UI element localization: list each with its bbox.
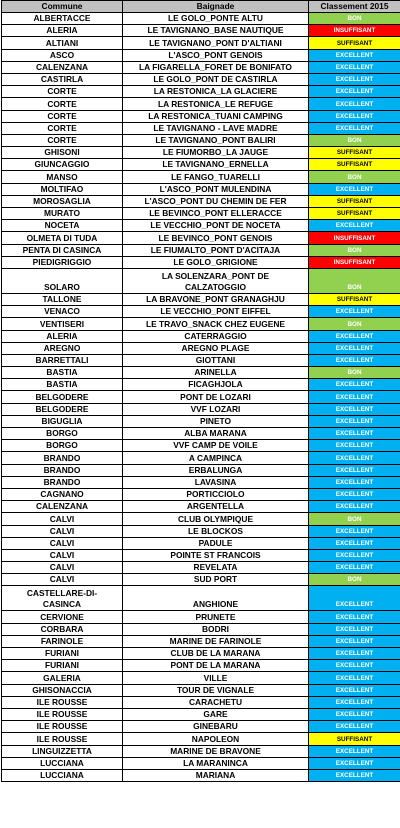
commune-cell: CORTE [2, 98, 123, 110]
commune-cell: NOCETA [2, 220, 123, 232]
table-row [2, 745, 400, 757]
table-row [2, 256, 400, 268]
commune-cell: CALVI [2, 513, 123, 525]
table-row [2, 574, 400, 586]
classement-badge: SUFFISANT [309, 147, 400, 159]
classement-badge: EXCELLENT [309, 379, 400, 391]
classement-badge: EXCELLENT [309, 684, 400, 696]
classement-badge: EXCELLENT [309, 98, 400, 110]
table-row [2, 220, 400, 232]
table-row [2, 769, 400, 781]
table-row [2, 391, 400, 403]
header-baignade: Baignade [123, 1, 309, 13]
commune-cell: ALERIA [2, 330, 123, 342]
commune-cell: CALVI [2, 525, 123, 537]
classement-badge: SUFFISANT [309, 37, 400, 49]
baignade-cell: ERBALUNGA [123, 464, 309, 476]
baignade-cell: LE TAVIGNANO_BASE NAUTIQUE [123, 25, 309, 37]
table-row [2, 672, 400, 684]
commune-cell: FURIANI [2, 648, 123, 660]
baignade-cell: VVF CAMP DE VOILE [123, 440, 309, 452]
baignade-cell: L'ASCO_PONT MULENDINA [123, 183, 309, 195]
baignade-cell: NAPOLEON [123, 733, 309, 745]
commune-cell: GALERIA [2, 672, 123, 684]
classement-badge: EXCELLENT [309, 549, 400, 561]
baignade-cell: LE VECCHIO_PONT EIFFEL [123, 306, 309, 318]
commune-cell: BIGUGLIA [2, 415, 123, 427]
table-row [2, 403, 400, 415]
classement-badge: EXCELLENT [309, 635, 400, 647]
commune-cell: ILE ROUSSE [2, 733, 123, 745]
table-row [2, 379, 400, 391]
commune-cell: GHISONACCIA [2, 684, 123, 696]
classement-badge: EXCELLENT [309, 745, 400, 757]
commune-cell: VENACO [2, 306, 123, 318]
commune-cell: BASTIA [2, 379, 123, 391]
table-row [2, 208, 400, 220]
table-row [2, 318, 400, 330]
baignade-cell: CLUB OLYMPIQUE [123, 513, 309, 525]
baignade-cell: LE TAVIGNANO - LAVE MADRE [123, 122, 309, 134]
baignade-cell: LE FIUMORBO_LA JAUGE [123, 147, 309, 159]
commune-cell: LINGUIZZETTA [2, 745, 123, 757]
baignade-cell: LE GOLO_PONTE ALTU [123, 13, 309, 25]
table-row [2, 757, 400, 769]
classement-badge: EXCELLENT [309, 464, 400, 476]
commune-cell: SOLARO [2, 268, 123, 293]
commune-cell: GHISONI [2, 147, 123, 159]
commune-cell: TALLONE [2, 293, 123, 305]
baignade-cell: LAVASINA [123, 476, 309, 488]
commune-cell: ASCO [2, 49, 123, 61]
table-row [2, 183, 400, 195]
baignade-cell: ALBA MARANA [123, 428, 309, 440]
commune-cell: ILE ROUSSE [2, 721, 123, 733]
table-row [2, 37, 400, 49]
baignade-cell: LE GOLO_GRIGIONE [123, 256, 309, 268]
table-row [2, 660, 400, 672]
table-row [2, 537, 400, 549]
baignade-cell: LE TRAVO_SNACK CHEZ EUGENE [123, 318, 309, 330]
classement-badge: SUFFISANT [309, 195, 400, 207]
baignade-cell: VVF LOZARI [123, 403, 309, 415]
baignade-cell: LE FIUMALTO_PONT D'ACITAJA [123, 244, 309, 256]
table-row [2, 549, 400, 561]
commune-cell: FARINOLE [2, 635, 123, 647]
commune-cell: BRANDO [2, 476, 123, 488]
header-row [2, 1, 400, 13]
classement-badge: BON [309, 318, 400, 330]
table-row [2, 73, 400, 85]
table-row [2, 721, 400, 733]
baignade-cell: FICAGHJOLA [123, 379, 309, 391]
classement-badge: EXCELLENT [309, 122, 400, 134]
classement-badge: EXCELLENT [309, 403, 400, 415]
classement-badge: EXCELLENT [309, 537, 400, 549]
commune-cell: CERVIONE [2, 611, 123, 623]
table-row [2, 452, 400, 464]
commune-cell: CALVI [2, 574, 123, 586]
commune-cell: LUCCIANA [2, 757, 123, 769]
table-row [2, 708, 400, 720]
baignade-cell: SUD PORT [123, 574, 309, 586]
classement-badge: EXCELLENT [309, 220, 400, 232]
classement-badge: EXCELLENT [309, 476, 400, 488]
table-row [2, 98, 400, 110]
classement-badge: BON [309, 574, 400, 586]
table-row [2, 268, 400, 293]
table-row [2, 501, 400, 513]
baignade-cell: BODRI [123, 623, 309, 635]
table-row [2, 476, 400, 488]
baignade-cell: LE TAVIGNANO_ERNELLA [123, 159, 309, 171]
baignade-cell: GARE [123, 708, 309, 720]
classement-badge: INSUFFISANT [309, 232, 400, 244]
table-row [2, 195, 400, 207]
baignade-cell: PONT DE LOZARI [123, 391, 309, 403]
baignade-cell: PINETO [123, 415, 309, 427]
header-commune: Commune [2, 1, 123, 13]
classement-badge: EXCELLENT [309, 306, 400, 318]
classement-badge: EXCELLENT [309, 330, 400, 342]
table-row [2, 342, 400, 354]
baignade-cell: ANGHIONE [123, 586, 309, 611]
baignade-cell: PORTICCIOLO [123, 488, 309, 500]
commune-cell: AREGNO [2, 342, 123, 354]
table-row [2, 525, 400, 537]
table-row [2, 623, 400, 635]
classement-badge: EXCELLENT [309, 183, 400, 195]
commune-cell-line: CASTELLARE-DI- [26, 588, 98, 599]
classement-badge: EXCELLENT [309, 354, 400, 366]
classement-badge: EXCELLENT [309, 49, 400, 61]
commune-cell: CALVI [2, 562, 123, 574]
classement-badge: INSUFFISANT [309, 256, 400, 268]
baignade-cell: POINTE ST FRANCOIS [123, 549, 309, 561]
commune-cell: CORTE [2, 122, 123, 134]
commune-cell: PENTA DI CASINCA [2, 244, 123, 256]
baignade-cell: LA BRAVONE_PONT GRANAGHJU [123, 293, 309, 305]
commune-cell: CALENZANA [2, 61, 123, 73]
table-row [2, 635, 400, 647]
classement-badge: EXCELLENT [309, 110, 400, 122]
classement-badge: BON [309, 244, 400, 256]
classement-badge: EXCELLENT [309, 525, 400, 537]
commune-cell: LUCCIANA [2, 769, 123, 781]
baignade-cell: LE GOLO_PONT DE CASTIRLA [123, 73, 309, 85]
commune-cell: BARRETTALI [2, 354, 123, 366]
commune-cell: BORGO [2, 440, 123, 452]
baignade-cell: L'ASCO_PONT DU CHEMIN DE FER [123, 195, 309, 207]
table-row [2, 428, 400, 440]
commune-cell: CORTE [2, 134, 123, 146]
classement-badge: EXCELLENT [309, 611, 400, 623]
commune-cell: ALBERTACCE [2, 13, 123, 25]
commune-cell: VENTISERI [2, 318, 123, 330]
table-row [2, 244, 400, 256]
table-row [2, 367, 400, 379]
table-row [2, 562, 400, 574]
baignade-cell: GINEBARU [123, 721, 309, 733]
classement-badge: EXCELLENT [309, 769, 400, 781]
classement-badge: EXCELLENT [309, 757, 400, 769]
classement-badge: EXCELLENT [309, 391, 400, 403]
commune-cell: CORBARA [2, 623, 123, 635]
baignade-cell: ARINELLA [123, 367, 309, 379]
classement-badge: EXCELLENT [309, 428, 400, 440]
commune-cell: BORGO [2, 428, 123, 440]
commune-cell: CALVI [2, 549, 123, 561]
commune-cell: CALENZANA [2, 501, 123, 513]
classement-badge: EXCELLENT [309, 86, 400, 98]
baignade-cell: LA RESTONICA_LE REFUGE [123, 98, 309, 110]
baignade-cell: CLUB DE LA MARANA [123, 648, 309, 660]
commune-cell: MANSO [2, 171, 123, 183]
table-row [2, 330, 400, 342]
commune-cell: FURIANI [2, 660, 123, 672]
classement-badge: EXCELLENT [309, 61, 400, 73]
table-row [2, 25, 400, 37]
classement-badge: EXCELLENT [309, 696, 400, 708]
baignade-cell: LE BEVINCO_PONT GENOIS [123, 232, 309, 244]
table-row [2, 415, 400, 427]
baignade-cell: REVELATA [123, 562, 309, 574]
table-row [2, 147, 400, 159]
baignade-cell: AREGNO PLAGE [123, 342, 309, 354]
baignade-cell: ARGENTELLA [123, 501, 309, 513]
baignade-cell: PADULE [123, 537, 309, 549]
classement-badge: EXCELLENT [309, 562, 400, 574]
classement-badge: EXCELLENT [309, 488, 400, 500]
table-row [2, 232, 400, 244]
baignade-cell: L'ASCO_PONT GENOIS [123, 49, 309, 61]
table-row [2, 513, 400, 525]
table-row [2, 733, 400, 745]
table-row [2, 684, 400, 696]
baignade-cell: PONT DE LA MARANA [123, 660, 309, 672]
baignade-cell-line: CALZATOGGIO [184, 281, 247, 292]
classement-badge: EXCELLENT [309, 73, 400, 85]
classement-badge: SUFFISANT [309, 208, 400, 220]
baignade-cell: LA RESTONICA_LA GLACIERE [123, 86, 309, 98]
header-classement: Classement 2015 [309, 1, 400, 13]
classement-badge: EXCELLENT [309, 660, 400, 672]
classement-badge: EXCELLENT [309, 708, 400, 720]
baignade-cell: LE FANGO_TUARELLI [123, 171, 309, 183]
table-row [2, 13, 400, 25]
baignade-cell: LA MARANINCA [123, 757, 309, 769]
baignade-cell: GIOTTANI [123, 354, 309, 366]
commune-cell: MURATO [2, 208, 123, 220]
baignade-cell: LA FIGARELLA_FORET DE BONIFATO [123, 61, 309, 73]
commune-cell: GIUNCAGGIO [2, 159, 123, 171]
commune-cell-line: CASINCA [42, 599, 82, 610]
table-row [2, 464, 400, 476]
commune-cell [2, 586, 123, 611]
table-row [2, 696, 400, 708]
commune-cell: PIEDIGRIGGIO [2, 256, 123, 268]
table-row [2, 122, 400, 134]
baignade-cell: MARIANA [123, 769, 309, 781]
baignade-cell [123, 268, 309, 293]
classement-badge: EXCELLENT [309, 342, 400, 354]
table-row [2, 110, 400, 122]
baignade-cell-line: LA SOLENZARA_PONT DE [161, 270, 270, 281]
table-row [2, 134, 400, 146]
commune-cell: ALTIANI [2, 37, 123, 49]
bathing-water-quality-table [1, 0, 400, 782]
baignade-cell: A CAMPINCA [123, 452, 309, 464]
baignade-cell: LA RESTONICA_TUANI CAMPING [123, 110, 309, 122]
commune-cell: ALERIA [2, 25, 123, 37]
table-row [2, 49, 400, 61]
classement-badge: EXCELLENT [309, 672, 400, 684]
baignade-cell: LE BLOCKOS [123, 525, 309, 537]
baignade-cell: PRUNETE [123, 611, 309, 623]
commune-cell: MOLTIFAO [2, 183, 123, 195]
classement-badge: SUFFISANT [309, 293, 400, 305]
classement-badge: SUFFISANT [309, 733, 400, 745]
table-row [2, 171, 400, 183]
classement-badge: BON [309, 268, 400, 293]
baignade-cell: CARACHETU [123, 696, 309, 708]
table-row [2, 648, 400, 660]
classement-badge: EXCELLENT [309, 648, 400, 660]
commune-cell: ILE ROUSSE [2, 696, 123, 708]
table-row [2, 61, 400, 73]
classement-badge: BON [309, 171, 400, 183]
classement-badge: BON [309, 13, 400, 25]
commune-cell: BRANDO [2, 464, 123, 476]
commune-cell: BELGODERE [2, 403, 123, 415]
commune-cell: CALVI [2, 537, 123, 549]
commune-cell: CASTIRLA [2, 73, 123, 85]
classement-badge: EXCELLENT [309, 440, 400, 452]
baignade-cell: LE TAVIGNANO_PONT D'ALTIANI [123, 37, 309, 49]
table-row [2, 586, 400, 611]
commune-cell: ILE ROUSSE [2, 708, 123, 720]
classement-badge: EXCELLENT [309, 501, 400, 513]
commune-cell: OLMETA DI TUDA [2, 232, 123, 244]
baignade-cell: LE VECCHIO_PONT DE NOCETA [123, 220, 309, 232]
baignade-cell: MARINE DE BRAVONE [123, 745, 309, 757]
table-row [2, 440, 400, 452]
baignade-cell: LE BEVINCO_PONT ELLERACCE [123, 208, 309, 220]
classement-badge: EXCELLENT [309, 452, 400, 464]
baignade-cell: CATERRAGGIO [123, 330, 309, 342]
classement-badge: EXCELLENT [309, 415, 400, 427]
classement-badge: EXCELLENT [309, 721, 400, 733]
classement-badge: SUFFISANT [309, 159, 400, 171]
table-row [2, 611, 400, 623]
classement-badge: BON [309, 367, 400, 379]
baignade-cell: VILLE [123, 672, 309, 684]
table-row [2, 293, 400, 305]
baignade-cell: LE TAVIGNANO_PONT BALIRI [123, 134, 309, 146]
classement-badge: EXCELLENT [309, 623, 400, 635]
baignade-cell: TOUR DE VIGNALE [123, 684, 309, 696]
table-row [2, 354, 400, 366]
commune-cell: CORTE [2, 110, 123, 122]
table-row [2, 306, 400, 318]
classement-badge: BON [309, 513, 400, 525]
commune-cell: BRANDO [2, 452, 123, 464]
commune-cell: BASTIA [2, 367, 123, 379]
commune-cell: CAGNANO [2, 488, 123, 500]
commune-cell: MOROSAGLIA [2, 195, 123, 207]
baignade-cell: MARINE DE FARINOLE [123, 635, 309, 647]
commune-cell: CORTE [2, 86, 123, 98]
classement-badge: INSUFFISANT [309, 25, 400, 37]
table-row [2, 159, 400, 171]
table-row [2, 86, 400, 98]
table-row [2, 488, 400, 500]
classement-badge: EXCELLENT [309, 586, 400, 611]
commune-cell: BELGODERE [2, 391, 123, 403]
classement-badge: BON [309, 134, 400, 146]
